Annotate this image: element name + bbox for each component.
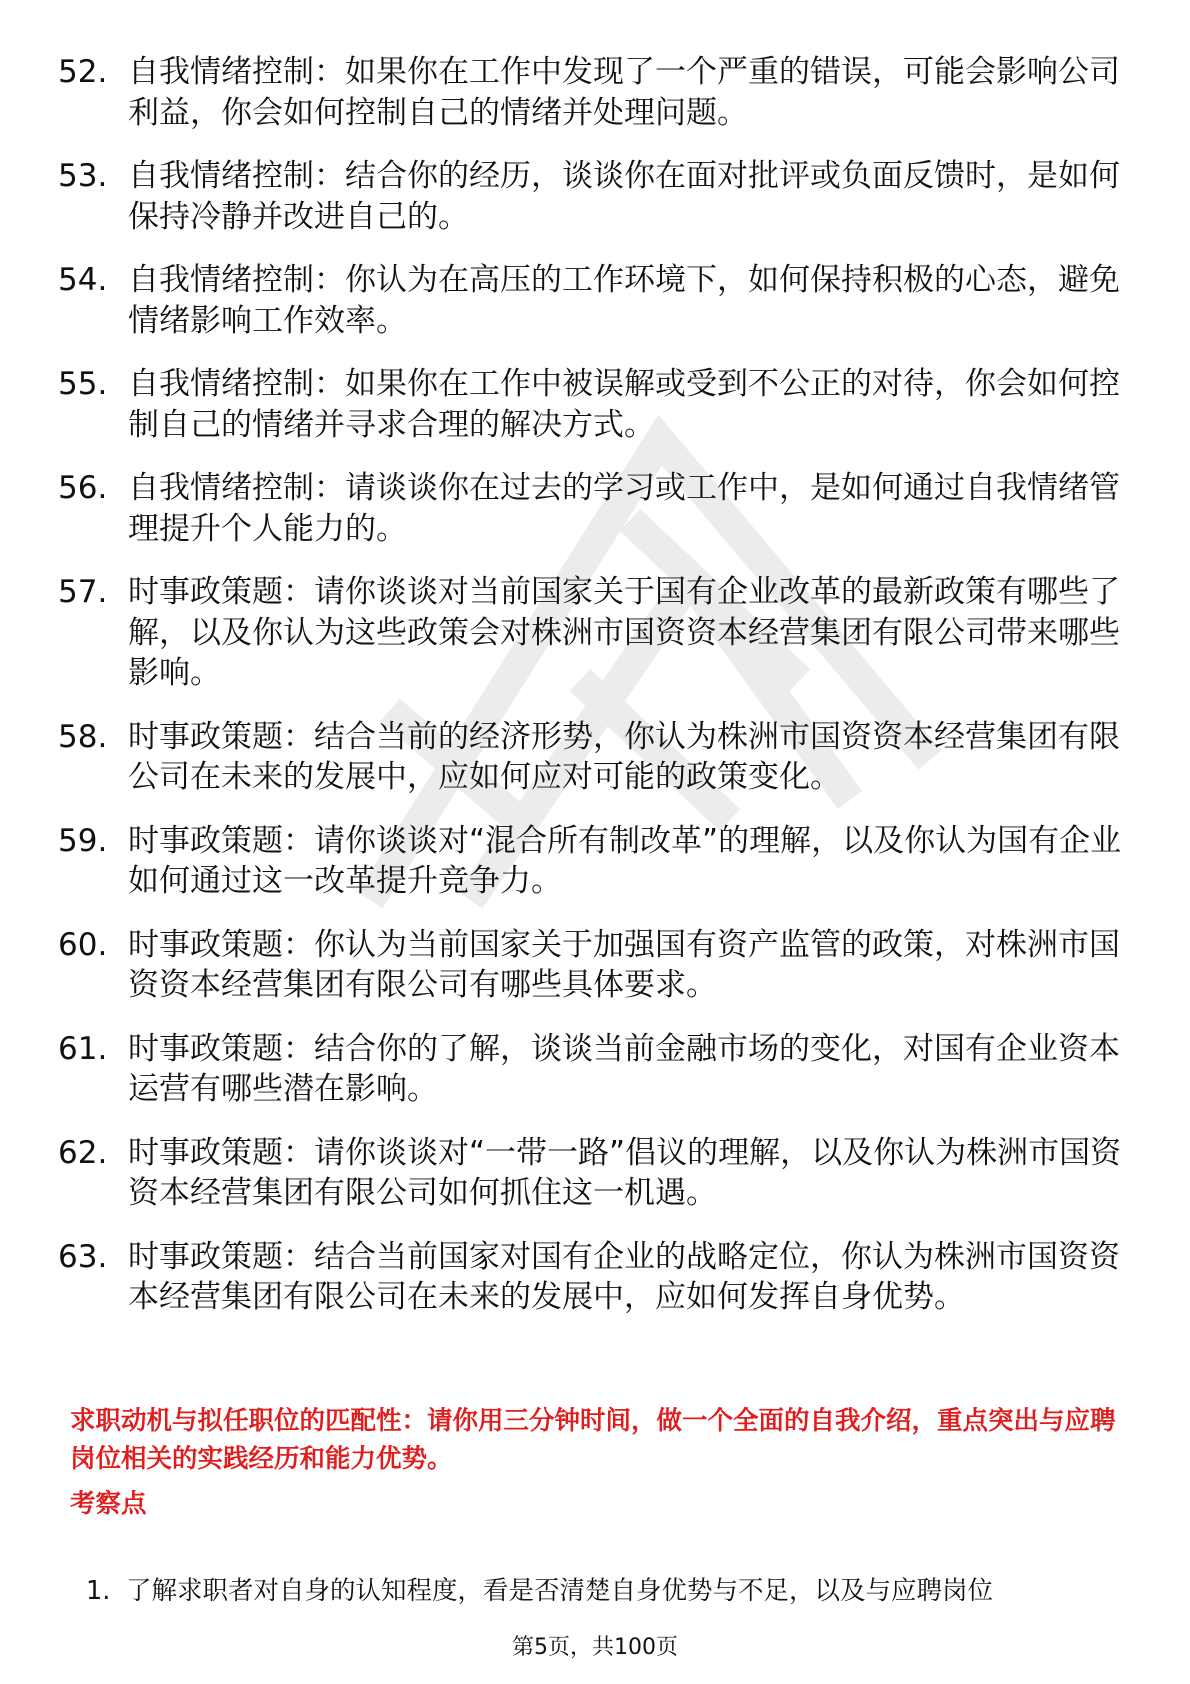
page-footer: 第5页，共100页 bbox=[512, 1635, 678, 1660]
highlight-question: 求职动机与拟任职位的匹配性：请你用三分钟时间，做一个全面的自我介绍，重点突出与应聘岗位相关的实践经历和能力优势。 bbox=[70, 1406, 1116, 1474]
question-text: 时事政策题：请你谈谈对“一带一路”倡议的理解，以及你认为株洲市国资资本经营集团有限公司如何抓住这一机遇。 bbox=[128, 1134, 1122, 1211]
question-number: 56. bbox=[58, 470, 108, 506]
question-item bbox=[58, 1029, 1138, 1110]
question-number: 55. bbox=[58, 366, 108, 402]
question-text: 自我情绪控制：结合你的经历，谈谈你在面对批评或负面反馈时，是如何保持冷静并改进自己的。 bbox=[128, 158, 1120, 235]
question-text: 自我情绪控制：如果你在工作中发现了一个严重的错误，可能会影响公司利益，你会如何控制自己的情绪并处理问题。 bbox=[128, 54, 1120, 131]
point-text: 了解求职者对自身的认知程度，看是否清楚自身优势与不足，以及与应聘岗位 bbox=[126, 1576, 994, 1606]
question-item bbox=[58, 1237, 1138, 1318]
question-item bbox=[58, 156, 1138, 237]
question-item bbox=[58, 468, 1138, 549]
question-item bbox=[58, 717, 1138, 798]
question-list bbox=[58, 52, 1138, 1341]
question-number: 58. bbox=[58, 718, 108, 755]
question-text: 时事政策题：结合你的了解，谈谈当前金融市场的变化，对国有企业资本运营有哪些潜在影响。 bbox=[128, 1030, 1120, 1107]
question-text: 时事政策题：结合当前国家对国有企业的战略定位，你认为株洲市国资资本经营集团有限公司在未来的发展中，应如何发挥自身优势。 bbox=[128, 1238, 1120, 1315]
question-number: 60. bbox=[58, 926, 108, 963]
question-item bbox=[58, 52, 1138, 133]
question-text: 时事政策题：结合当前的经济形势，你认为株洲市国资资本经营集团有限公司在未来的发展中，应如何应对可能的政策变化。 bbox=[128, 718, 1120, 795]
question-item bbox=[58, 260, 1138, 341]
question-number: 61. bbox=[58, 1030, 108, 1067]
question-text: 时事政策题：请你谈谈对“混合所有制改革”的理解，以及你认为国有企业如何通过这一改革提升竞争力。 bbox=[128, 822, 1122, 899]
question-text: 时事政策题：请你谈谈对当前国家关于国有企业改革的最新政策有哪些了解，以及你认为这些政策会对株洲市国资资本经营集团有限公司带来哪些影响。 bbox=[128, 574, 1120, 691]
question-number: 63. bbox=[58, 1238, 108, 1275]
point-number: 1. bbox=[86, 1576, 111, 1606]
question-text: 自我情绪控制：请谈谈你在过去的学习或工作中，是如何通过自我情绪管理提升个人能力的。 bbox=[128, 470, 1120, 547]
question-number: 54. bbox=[58, 262, 108, 298]
question-number: 59. bbox=[58, 822, 108, 859]
question-text: 自我情绪控制：你认为在高压的工作环境下，如何保持积极的心态，避免情绪影响工作效率。 bbox=[128, 262, 1120, 339]
question-item bbox=[58, 364, 1138, 445]
assessment-points-list bbox=[86, 1574, 1146, 1608]
assessment-point bbox=[86, 1574, 1146, 1608]
question-item bbox=[58, 925, 1138, 1006]
question-item bbox=[58, 821, 1138, 902]
question-text: 自我情绪控制：如果你在工作中被误解或受到不公正的对待，你会如何控制自己的情绪并寻求合理的解决方式。 bbox=[128, 366, 1120, 443]
question-number: 53. bbox=[58, 158, 108, 194]
question-text: 时事政策题：你认为当前国家关于加强国有资产监管的政策，对株洲市国资资本经营集团有限公司有哪些具体要求。 bbox=[128, 926, 1120, 1003]
section-label: 考察点 bbox=[70, 1489, 147, 1519]
question-item bbox=[58, 1133, 1138, 1214]
question-item bbox=[58, 572, 1138, 694]
question-number: 52. bbox=[58, 54, 108, 90]
question-number: 57. bbox=[58, 574, 108, 610]
question-number: 62. bbox=[58, 1134, 108, 1171]
